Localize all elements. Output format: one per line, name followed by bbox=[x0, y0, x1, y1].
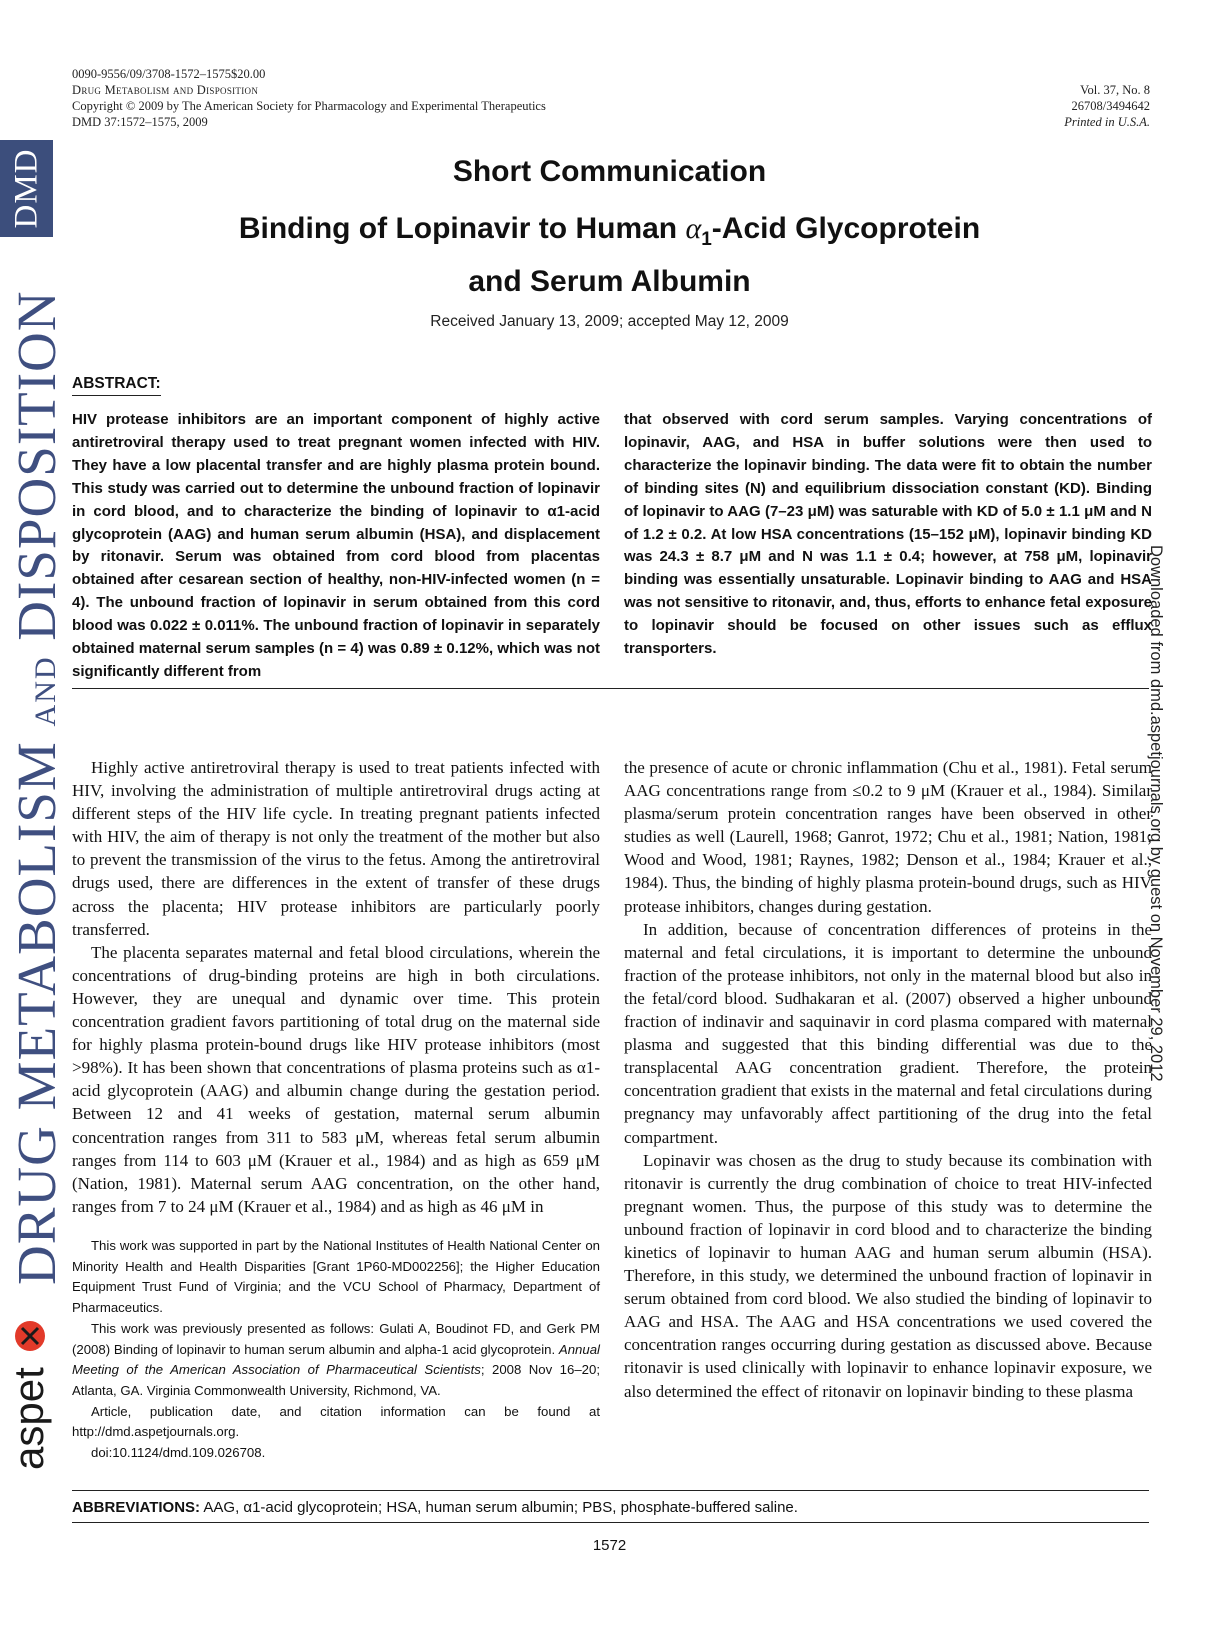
received-dates: Received January 13, 2009; accepted May 12, 2009 bbox=[430, 313, 789, 330]
abstract-right-column: that observed with cord serum samples. Varying concentrations of lopinavir, AAG, and HSA in buffer solutions were then used to characterize the lopinavir binding. The data were fit to obtain the number of binding sites (N) and equilibrium dissociation constant (KD). Binding of lopinavir to AAG (7–23 μM) was saturable with KD of 5.0 ± 1.1 μM and N of 1.2 ± 0.2. At low HSA concentrations (15–152 μM), lopinavir binding KD was 24.3 ± 8.7 μM and N was 1.1 ± 0.4; however, at 758 μM, lopinavir binding was essentially unsaturable. Lopinavir binding to AAG and HSA was not sensitive to ritonavir, and, thus, efforts to enhance fetal exposure to lopinavir should be focused on other issues such as efflux transporters. bbox=[624, 411, 1152, 658]
dmd-badge-text: DMD bbox=[8, 148, 45, 229]
footnote-doi: doi:10.1124/dmd.109.026708. bbox=[91, 1445, 266, 1461]
header-copyright-line: Copyright © 2009 by The American Society for Pharmacology and Experimental Therapeutics bbox=[72, 99, 546, 113]
header-price-line: 0090-9556/09/3708-1572–1575$20.00 bbox=[72, 67, 266, 81]
body-paragraph: Highly active antiretroviral therapy is used to treat patients infected with HIV, involving the administration of multiple antiretroviral drugs acting at different steps of the HIV life cycle. In treating pregnant patients infected with HIV, the aim of therapy is not only the treatment of the mother but also to prevent the transmission of the virus to the fetus. Among the antiretroviral drugs used, there are differences in the extent of transfer of these drugs across the placenta; HIV protease inhibitors are particularly poorly transferred. bbox=[72, 758, 600, 939]
header-right bbox=[1064, 82, 1150, 130]
footnote-presentation-a: This work was previously presented as follows: Gulati A, Boudinot FD, and Gerk PM (2008) Binding of lopinavir to human serum albumin and alpha-1 acid glycoprotein. bbox=[72, 1320, 600, 1357]
abbreviations-text: AAG, α1-acid glycoprotein; HSA, human serum albumin; PBS, phosphate-buffered saline. bbox=[200, 1499, 798, 1516]
journal-name-and: AND bbox=[29, 655, 62, 727]
abstract-left-column: HIV protease inhibitors are an important component of highly active antiretroviral therapy used to treat pregnant women infected with HIV. They have a low placental transfer and are highly plasma protein bound. This study was carried out to determine the unbound fraction of lopinavir in cord blood, and to characterize the binding of lopinavir to α1-acid glycoprotein (AAG) and human serum albumin (HSA), and displacement by ritonavir. Serum was obtained from cord blood from placentas obtained after cesarean section of healthy, non-HIV-infected women (n = 4). The unbound fraction of lopinavir in serum obtained from this cord blood was 0.022 ± 0.011%. The unbound fraction of lopinavir in separately obtained maternal serum samples (n = 4) was 0.89 ± 0.12%, which was not significantly different from bbox=[72, 411, 600, 680]
header-journal-line: Drug Metabolism and Disposition bbox=[72, 83, 259, 97]
title-part1: Binding of Lopinavir to Human bbox=[238, 212, 686, 245]
footnote-funding: This work was supported in part by the National Institutes of Health National Center on Minority Health and Health Disparities [Grant 1P60-MD002256]; the Higher Education Equipment Trust Fund of Virginia; and the VCU School of Pharmacy, Department of Pharmaceutics. bbox=[72, 1238, 600, 1316]
body-paragraph: Lopinavir was chosen as the drug to study because its combination with ritonavir is currently the drug combination of choice to treat HIV-infected pregnant women. Thus, the purpose of this study was to determine the unbound fraction of lopinavir in cord blood and to characterize the binding kinetics of lopinavir to human AAG and human serum albumin (HSA). Therefore, in this study, we determined the unbound fraction of lopinavir in serum obtained from cord blood. We also studied the binding of lopinavir to AAG and HSA. The AAG and HSA concentrations we used covered the concentration ranges occurring during gestation as discussed above. Because ritonavir is used clinically with lopinavir to enhance lopinavir exposure, we also determined the effect of ritonavir on lopinavir binding to these plasma bbox=[624, 1150, 1152, 1401]
title-part2: -Acid Glycoprotein bbox=[711, 212, 981, 245]
article-title bbox=[150, 208, 1069, 303]
abstract-divider bbox=[72, 688, 1149, 689]
header-left bbox=[72, 66, 546, 130]
download-watermark: Downloaded from dmd.aspetjournals.org by guest on November 29, 2012 bbox=[1147, 545, 1165, 1082]
title-line2: and Serum Albumin bbox=[468, 265, 751, 298]
footnote-article-info: Article, publication date, and citation information can be found at http://dmd.aspetjournals.org. bbox=[72, 1403, 600, 1440]
abbreviations-rule-top bbox=[72, 1490, 1149, 1491]
journal-name-part2: DISPOSITION bbox=[6, 290, 67, 641]
body-paragraph: The placenta separates maternal and fetal blood circulations, wherein the concentrations of drug-binding proteins are high in both circulations. However, they are unequal and dynamic over time. This protein concentration gradient favors partitioning of total drug on the maternal side for highly plasma protein-bound drugs like HIV protease inhibitors (most >98%). It has been shown that concentrations of plasma proteins such as α1-acid glycoprotein (AAG) and albumin change during the gestation period. Between 12 and 41 weeks of gestation, maternal serum albumin concentration ranges from 311 to 583 μM, whereas fetal serum albumin ranges from 114 to 603 μM (Krauer et al., 1984) and as high as 659 μM (Nation, 1981). Maternal serum AAG concentration, on the other hand, ranges from 7 to 24 μM (Krauer et al., 1984) and as high as 46 μM in bbox=[72, 942, 600, 1216]
footnote-presentation-b: ; 2008 Nov 16–20; Atlanta, GA. Virginia Commonwealth University, Richmond, VA. bbox=[72, 1362, 601, 1398]
abbreviations-label: ABBREVIATIONS: bbox=[72, 1499, 201, 1516]
footnote-meeting: Annual Meeting of the American Association of Pharmaceutical Scientists bbox=[72, 1341, 600, 1378]
header-citation-line: DMD 37:1572–1575, 2009 bbox=[72, 115, 208, 129]
header-volume: Vol. 37, No. 8 bbox=[1080, 83, 1150, 97]
body-left-column bbox=[72, 756, 600, 1218]
header-printed: Printed in U.S.A. bbox=[1064, 115, 1150, 129]
header-id: 26708/3494642 bbox=[1071, 99, 1150, 113]
abbreviations bbox=[72, 1499, 1149, 1516]
body-paragraph: In addition, because of concentration differences of proteins in the maternal and fetal circulations, it is important to determine the unbound fraction of the protease inhibitors, not only in the maternal blood but also in the fetal/cord blood. Sudhakaran et al. (2007) observed a higher unbound fraction of indinavir and saquinavir in cord plasma compared with maternal plasma and suggested that this binding differential was due to the transplacental AAG concentration gradient. Therefore, the protein concentration gradient that exists in the maternal and fetal circulations during pregnancy may unfavorably affect partitioning of the drug into the fetal compartment. bbox=[624, 919, 1152, 1147]
aspet-wordmark: aspet bbox=[5, 1367, 52, 1470]
footnote-presentation bbox=[72, 1319, 600, 1402]
section-title: Short Communication bbox=[452, 155, 767, 188]
title-alpha: α bbox=[685, 212, 702, 245]
journal-name-part1: DRUG METABOLISM bbox=[6, 741, 67, 1285]
body-paragraph: the presence of acute or chronic inflammation (Chu et al., 1981). Fetal serum AAG concentrations range from ≤0.2 to 9 μM (Krauer et al., 1984). Similar plasma/serum protein concentration ranges have been observed in other studies as well (Laurell, 1968; Ganrot, 1972; Chu et al., 1981; Nation, 1981; Wood and Wood, 1981; Raynes, 1982; Denson et al., 1984; Krauer et al., 1984). Thus, the binding of highly plasma protein-bound drugs, such as HIV protease inhibitors, changes during gestation. bbox=[624, 758, 1152, 916]
body-right-column bbox=[624, 756, 1152, 1403]
page-number: 1572 bbox=[592, 1537, 627, 1554]
abstract-heading: ABSTRACT: bbox=[72, 375, 161, 396]
journal-name-vertical bbox=[5, 291, 68, 1286]
abbreviations-rule-bottom bbox=[72, 1522, 1149, 1523]
title-alpha-sub: 1 bbox=[701, 229, 712, 250]
footnotes bbox=[72, 1236, 600, 1464]
